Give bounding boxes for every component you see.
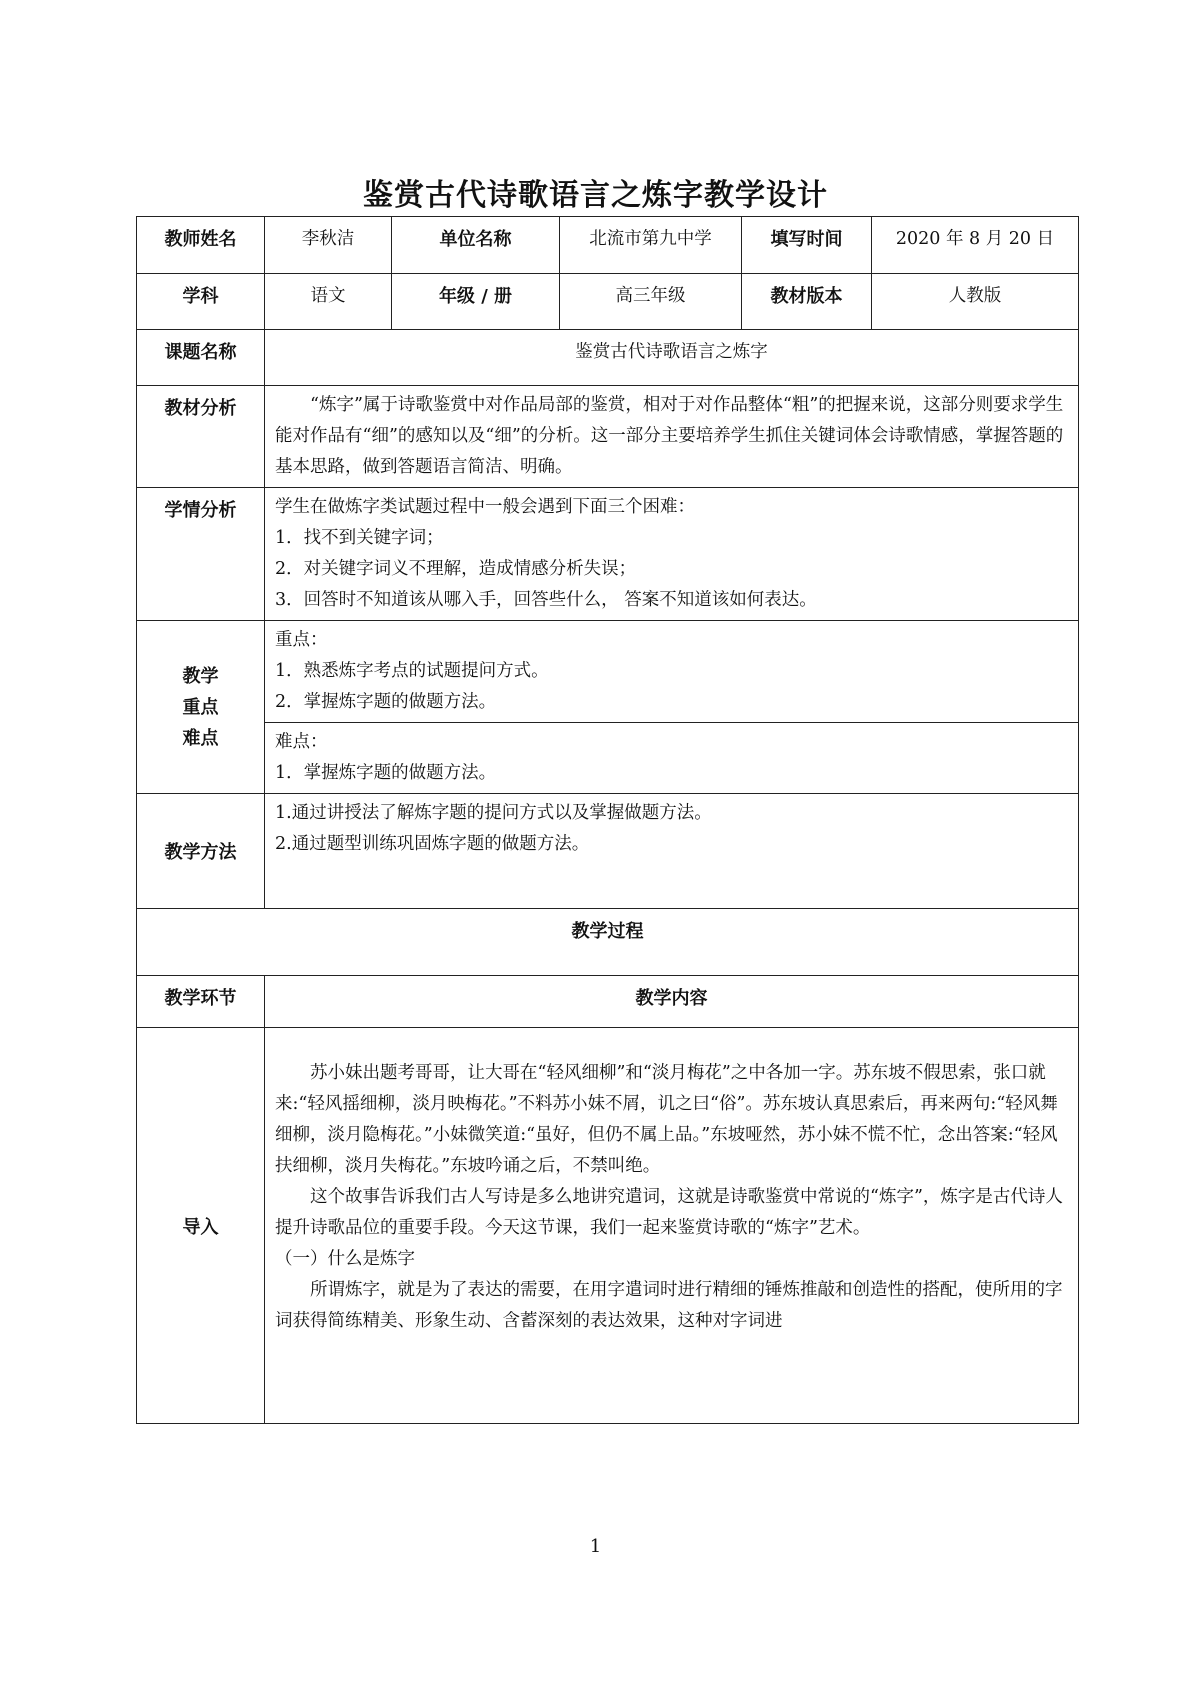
teacher-value: 李秋洁 <box>265 217 392 274</box>
definition-paragraph: 所谓炼字，就是为了表达的需要，在用字遣词时进行精细的锤炼推敲和创造性的搭配，使所用的字词获得简练精美、形象生动、含蓄深刻的表达效果，这种对字词进 <box>275 1280 1063 1331</box>
key-points-label-line: 难点 <box>182 727 219 749</box>
section-heading: （一）什么是炼字 <box>275 1249 415 1269</box>
document-title: 鉴赏古代诗歌语言之炼字教学设计 <box>363 178 828 213</box>
method-item: 1.通过讲授法了解炼字题的提问方式以及掌握做题方法。 <box>275 803 712 823</box>
topic-row <box>137 330 1079 386</box>
student-analysis-intro: 学生在做炼字类试题过程中一般会遇到下面三个困难： <box>275 497 695 517</box>
intro-explanation-paragraph: 这个故事告诉我们古人写诗是多么地讲究遣词，这就是诗歌鉴赏中常说的“炼字”，炼字是古代诗人提升诗歌品位的重要手段。今天这节课，我们一起来鉴赏诗歌的“炼字”艺术。 <box>275 1187 1063 1238</box>
key-points-difficulty-row <box>137 723 1079 794</box>
focus-item: 1．熟悉炼字考点的试题提问方式。 <box>275 661 549 681</box>
key-points-label <box>137 621 265 794</box>
info-row-1 <box>137 217 1079 274</box>
stage-column-header: 教学环节 <box>137 976 265 1028</box>
material-analysis-text: “炼字”属于诗歌鉴赏中对作品局部的鉴赏，相对于对作品整体“粗”的把握来说，这部分则要求学生能对作品有“细”的感知以及“细”的分析。这一部分主要培养学生抓住关键词体会诗歌情感，掌握答题的基本思路，做到答题语言简洁、明确。 <box>275 395 1064 477</box>
method-item: 2.通过题型训练巩固炼字题的做题方法。 <box>275 834 590 854</box>
info-row-2 <box>137 274 1079 330</box>
edition-label: 教材版本 <box>742 274 872 330</box>
process-heading: 教学过程 <box>137 909 1079 976</box>
difficulty-item: 1．掌握炼字题的做题方法。 <box>275 763 497 783</box>
lesson-plan-table <box>136 216 1079 1424</box>
focus-title: 重点： <box>275 630 328 650</box>
intro-story-paragraph: 苏小妹出题考哥哥，让大哥在“轻风细柳”和“淡月梅花”之中各加一字。苏东坡不假思索，张口就来:“轻风摇细柳，淡月映梅花。”不料苏小妹不屑，讥之曰“俗”。苏东坡认真思索后，再来两句:“轻风舞细柳，淡月隐梅花。”小妹微笑道:“虽好，但仍不属上品。”东坡哑然，苏小妹不慌不忙，念出答案:“轻风扶细柳，淡月失梅花。”东坡吟诵之后，不禁叫绝。 <box>275 1063 1058 1176</box>
key-points-focus-row <box>137 621 1079 723</box>
date-label: 填写时间 <box>742 217 872 274</box>
teacher-label: 教师姓名 <box>137 217 265 274</box>
student-analysis-item: 2．对关键字词义不理解，造成情感分析失误； <box>275 559 637 579</box>
page-number: 1 <box>589 1536 602 1557</box>
key-points-label-line: 重点 <box>182 696 219 718</box>
grade-label: 年级 / 册 <box>392 274 560 330</box>
method-label: 教学方法 <box>137 794 265 909</box>
subject-value: 语文 <box>265 274 392 330</box>
date-value: 2020 年 8 月 20 日 <box>872 217 1079 274</box>
topic-label: 课题名称 <box>137 330 265 386</box>
subject-label: 学科 <box>137 274 265 330</box>
topic-value: 鉴赏古代诗歌语言之炼字 <box>265 330 1079 386</box>
process-header-row <box>137 976 1079 1028</box>
student-analysis-item: 1．找不到关键字词； <box>275 528 444 548</box>
intro-stage-row <box>137 1028 1079 1424</box>
student-analysis-item: 3．回答时不知道该从哪入手，回答些什么， 答案不知道该如何表达。 <box>275 590 817 610</box>
focus-item: 2．掌握炼字题的做题方法。 <box>275 692 497 712</box>
student-analysis-row <box>137 488 1079 621</box>
material-analysis-row <box>137 386 1079 488</box>
key-points-label-line: 教学 <box>182 665 219 687</box>
difficulty-title: 难点： <box>275 732 328 752</box>
unit-value: 北流市第九中学 <box>560 217 742 274</box>
grade-value: 高三年级 <box>560 274 742 330</box>
process-heading-row <box>137 909 1079 976</box>
method-row <box>137 794 1079 909</box>
edition-value: 人教版 <box>872 274 1079 330</box>
unit-label: 单位名称 <box>392 217 560 274</box>
content-column-header: 教学内容 <box>265 976 1079 1028</box>
intro-stage-label: 导入 <box>137 1028 265 1424</box>
material-analysis-label: 教材分析 <box>137 386 265 488</box>
student-analysis-label: 学情分析 <box>137 488 265 621</box>
